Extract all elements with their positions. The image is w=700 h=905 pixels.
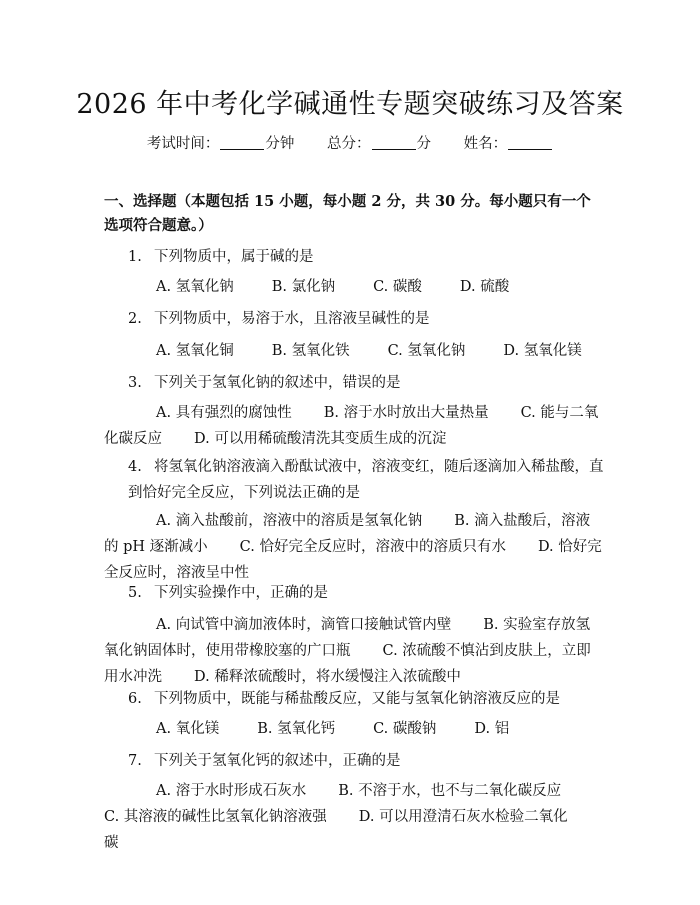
question-6-options (104, 716, 604, 742)
question-number: 6. (128, 691, 142, 707)
option-b: B. 氢氧化钙 (257, 721, 336, 737)
question-text: 下列物质中，既能与稀盐酸反应，又能与氢氧化钠溶液反应的是 (154, 691, 560, 707)
option-a: A. 向试管中滴加液体时，滴管口接触试管内壁 (156, 617, 452, 633)
option-d: D. 硫酸 (459, 279, 510, 295)
question-3-options (104, 400, 604, 452)
question-number: 7. (128, 753, 142, 769)
option-a: A. 氧化镁 (156, 721, 220, 737)
question-stem (104, 748, 604, 774)
option-c: C. 碳酸钠 (373, 721, 437, 737)
question-4-options (104, 508, 604, 586)
question-stem (104, 306, 604, 332)
question-2-options (104, 338, 604, 364)
option-a: A. 氢氧化钠 (156, 279, 234, 295)
option-d: D. 稀释浓硫酸时，将水缓慢注入浓硫酸中 (194, 669, 461, 685)
exam-meta (0, 132, 700, 153)
option-d: D. 氢氧化镁 (503, 343, 582, 359)
question-number: 3. (128, 375, 142, 391)
option-c: C. 其溶液的碱性比氢氧化钠溶液强 (104, 809, 327, 825)
question-text: 下列关于氢氧化钙的叙述中，正确的是 (154, 753, 401, 769)
document-title: 2026 年中考化学碱通性专题突破练习及答案 (76, 89, 624, 120)
option-d: D. 可以用稀硫酸清洗其变质生成的沉淀 (194, 431, 447, 447)
option-c: C. 能与二氧化碳反应 (104, 405, 599, 447)
option-b: B. 氢氧化铁 (271, 343, 350, 359)
option-a: A. 滴入盐酸前，溶液中的溶质是氢氧化钠 (156, 513, 423, 529)
score-blank (372, 135, 416, 150)
student-name (464, 136, 554, 152)
question-2 (104, 306, 604, 332)
question-5-options (104, 612, 604, 690)
option-d: D. 可以用澄清石灰水检验二氧化碳 (104, 809, 568, 851)
question-text: 下列关于氢氧化钠的叙述中，错误的是 (154, 375, 401, 391)
time-label: 考试时间： (146, 136, 220, 152)
section-heading: 一、选择题（本题包括 15 小题，每小题 2 分，共 30 分。每小题只有一个选项符合题意。） (104, 193, 591, 234)
question-stem (104, 580, 604, 606)
question-stem (104, 686, 604, 712)
question-4 (104, 454, 604, 506)
question-7 (104, 748, 604, 774)
question-number: 5. (128, 585, 142, 601)
option-d: D. 恰好完全反应时，溶液呈中性 (104, 539, 602, 581)
time-unit: 分钟 (265, 136, 295, 152)
question-stem (104, 244, 604, 270)
option-a: A. 溶于水时形成石灰水 (156, 783, 307, 799)
option-b: B. 不溶于水，也不与二氧化碳反应 (338, 783, 562, 799)
question-text: 将氢氧化钠溶液滴入酚酞试液中，溶液变红，随后逐滴加入稀盐酸，直到恰好完全反应，下列说法正确的是 (128, 459, 604, 501)
question-3 (104, 370, 604, 396)
question-number: 4. (128, 459, 142, 475)
name-blank (508, 135, 552, 150)
option-b: B. 氯化钠 (271, 279, 336, 295)
option-b: B. 实验室存放氢氧化钠固体时，使用带橡胶塞的广口瓶 (104, 617, 591, 659)
question-5 (104, 580, 604, 606)
question-text: 下列实验操作中，正确的是 (154, 585, 328, 601)
option-c: C. 氢氧化钠 (387, 343, 466, 359)
option-c: C. 恰好完全反应时，溶液中的溶质只有水 (239, 539, 506, 555)
question-7-options (104, 778, 604, 856)
time-blank (220, 135, 264, 150)
question-number: 1. (128, 249, 142, 265)
score-label: 总分： (327, 136, 371, 152)
question-1-options (104, 274, 604, 300)
option-d: D. 铝 (474, 721, 510, 737)
name-label: 姓名： (463, 136, 508, 152)
option-c: C. 碳酸 (373, 279, 422, 295)
option-c: C. 浓硫酸不慎沾到皮肤上，立即用水冲洗 (104, 643, 591, 685)
option-b: B. 溶于水时放出大量热量 (323, 405, 489, 421)
question-number: 2. (128, 311, 142, 327)
exam-time (147, 136, 295, 152)
question-stem (104, 370, 604, 396)
score-unit: 分 (416, 136, 431, 152)
option-a: A. 氢氧化铜 (156, 343, 234, 359)
question-6 (104, 686, 604, 712)
question-stem (104, 454, 604, 506)
option-b: B. 滴入盐酸后，溶液的 pH 逐渐减小 (104, 513, 591, 555)
option-a: A. 具有强烈的腐蚀性 (156, 405, 292, 421)
total-score (327, 136, 431, 152)
question-1 (104, 244, 604, 270)
question-text: 下列物质中，易溶于水，且溶液呈碱性的是 (154, 311, 430, 327)
question-text: 下列物质中，属于碱的是 (154, 249, 314, 265)
